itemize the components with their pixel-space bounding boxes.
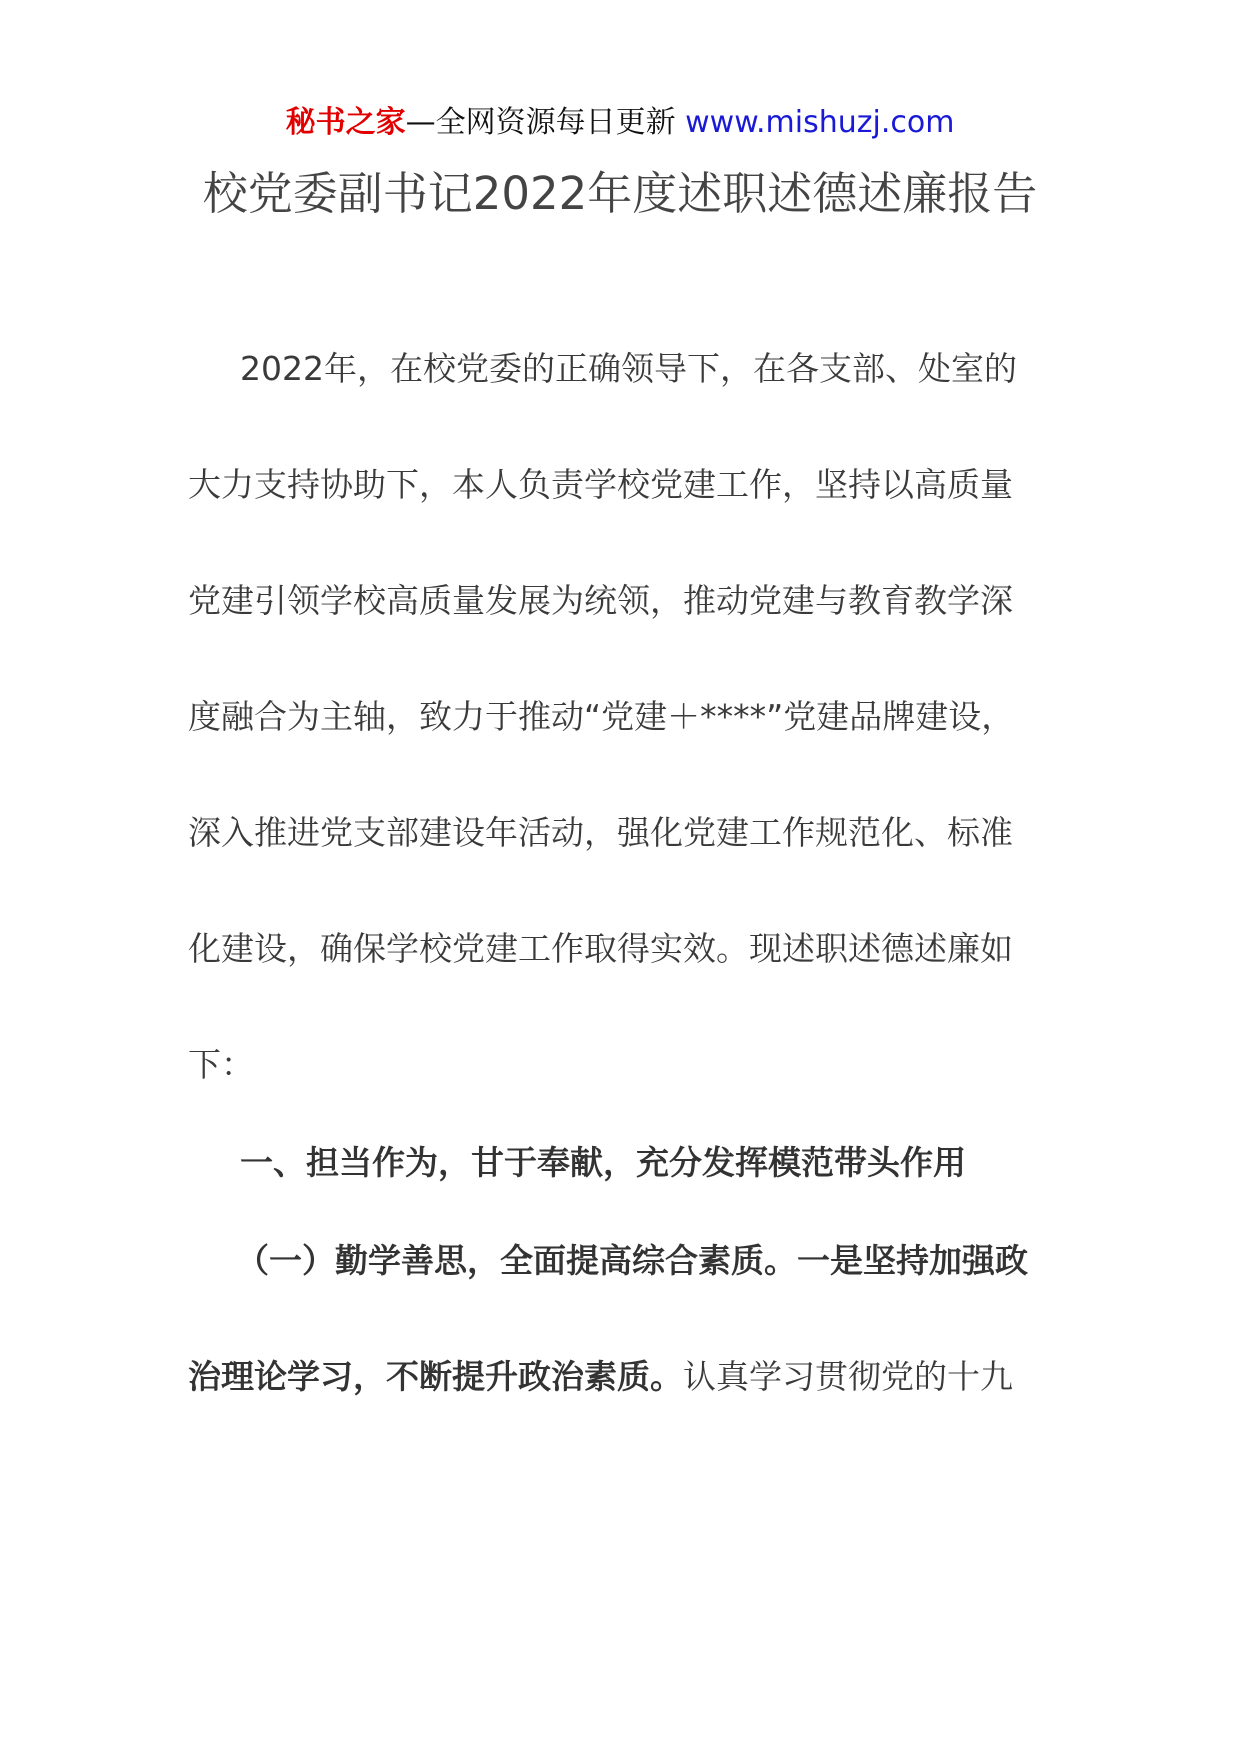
- site-banner: [0, 100, 1240, 146]
- site-url-link[interactable]: www.mishuzj.com: [685, 105, 955, 140]
- paragraph-line: 化建设，确保学校党建工作取得实效。现述职述德述廉如: [188, 929, 1013, 968]
- paragraph-line: 度融合为主轴，致力于推动“党建＋****”党建品牌建设，: [188, 697, 1015, 736]
- site-brand: 秘书之家: [285, 105, 406, 140]
- paragraph-line: 党建引领学校高质量发展为统领，推动党建与教育教学深: [188, 581, 1013, 620]
- emphasis-text: 治理论学习，不断提升政治素质。: [188, 1357, 683, 1396]
- paragraph-line: 2022年，在校党委的正确领导下，在各支部、处室的: [240, 349, 1017, 388]
- document-title: 校党委副书记2022年度述职述德述廉报告: [202, 167, 1038, 220]
- paragraph-line: 深入推进党支部建设年活动，强化党建工作规范化、标准: [188, 813, 1013, 852]
- section-heading: 一、担当作为，甘于奉献，充分发挥模范带头作用: [240, 1143, 966, 1182]
- subsection-heading: （一）勤学善思，全面提高综合素质。一是坚持加强政: [236, 1241, 1028, 1280]
- paragraph-line: 大力支持协助下，本人负责学校党建工作，坚持以高质量: [188, 465, 1013, 504]
- body-text: 认真学习贯彻党的十九: [683, 1357, 1013, 1396]
- site-slogan: —全网资源每日更新: [405, 105, 676, 140]
- paragraph-line: [188, 1354, 1058, 1400]
- paragraph-line: 下：: [188, 1045, 254, 1084]
